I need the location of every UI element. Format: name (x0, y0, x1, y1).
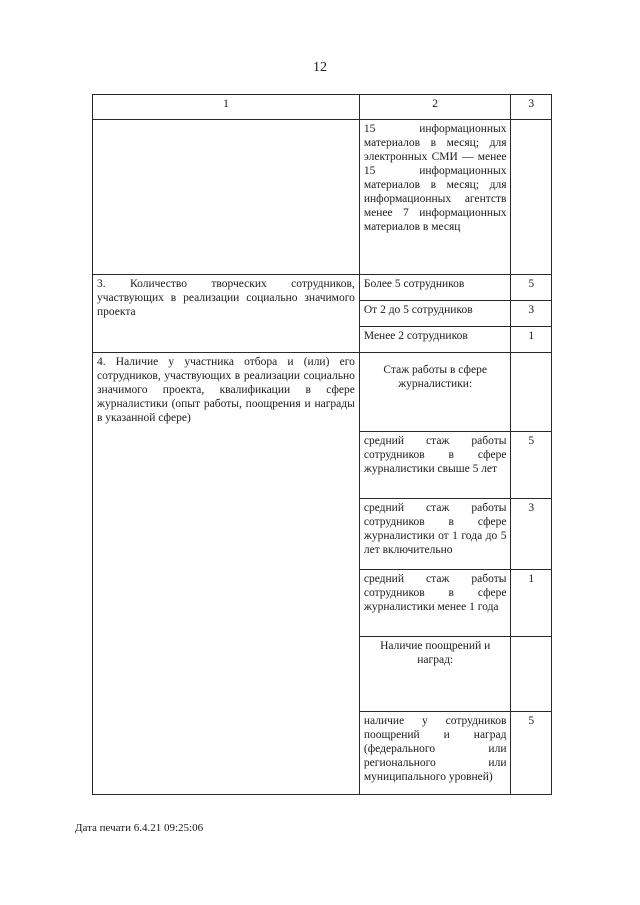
option-label: наличие у сотрудников поощрений и наград (федерального или регионального или муниципального уровней) (359, 712, 511, 795)
option-label: Менее 2 сотрудников (359, 327, 511, 353)
criterion-4-title: 4. Наличие у участника отбора и (или) его сотрудников, участвующих в реализации социально значимого проекта, квалификации в сфере журналистики (опыт работы, поощрения и награды в указанной сфере) (93, 353, 360, 795)
option-score: 5 (511, 275, 552, 301)
experience-heading: Стаж работы в сфере журналистики: (359, 353, 511, 432)
option-label: От 2 до 5 сотрудников (359, 301, 511, 327)
option-label: средний стаж работы сотрудников в сфере журналистики менее 1 года (359, 570, 511, 637)
table-header-row (93, 95, 552, 120)
header-cell-1: 1 (93, 95, 360, 120)
option-score: 3 (511, 301, 552, 327)
print-date: Дата печати 6.4.21 09:25:06 (75, 822, 204, 834)
empty-cell (511, 120, 552, 275)
table-row (93, 275, 552, 301)
option-score: 3 (511, 499, 552, 570)
table-row-continuation (93, 120, 552, 275)
criteria-table (92, 94, 552, 795)
table-row (93, 353, 552, 432)
option-label: средний стаж работы сотрудников в сфере журналистики свыше 5 лет (359, 432, 511, 499)
header-cell-2: 2 (359, 95, 511, 120)
empty-cell (511, 353, 552, 432)
option-score: 1 (511, 570, 552, 637)
page-number: 12 (313, 60, 327, 75)
continuation-text: 15 информационных материалов в месяц; для электронных СМИ — менее 15 информационных материалов в месяц; для информационных агентств менее 7 информационных материалов в месяц (359, 120, 511, 275)
option-score: 5 (511, 712, 552, 795)
empty-cell (93, 120, 360, 275)
option-score: 5 (511, 432, 552, 499)
header-cell-3: 3 (511, 95, 552, 120)
empty-cell (511, 637, 552, 712)
awards-heading: Наличие поощрений и наград: (359, 637, 511, 712)
option-score: 1 (511, 327, 552, 353)
option-label: Более 5 сотрудников (359, 275, 511, 301)
criterion-3-title: 3. Количество творческих сотрудников, участвующих в реализации социально значимого проекта (93, 275, 360, 353)
option-label: средний стаж работы сотрудников в сфере журналистики от 1 года до 5 лет включительно (359, 499, 511, 570)
